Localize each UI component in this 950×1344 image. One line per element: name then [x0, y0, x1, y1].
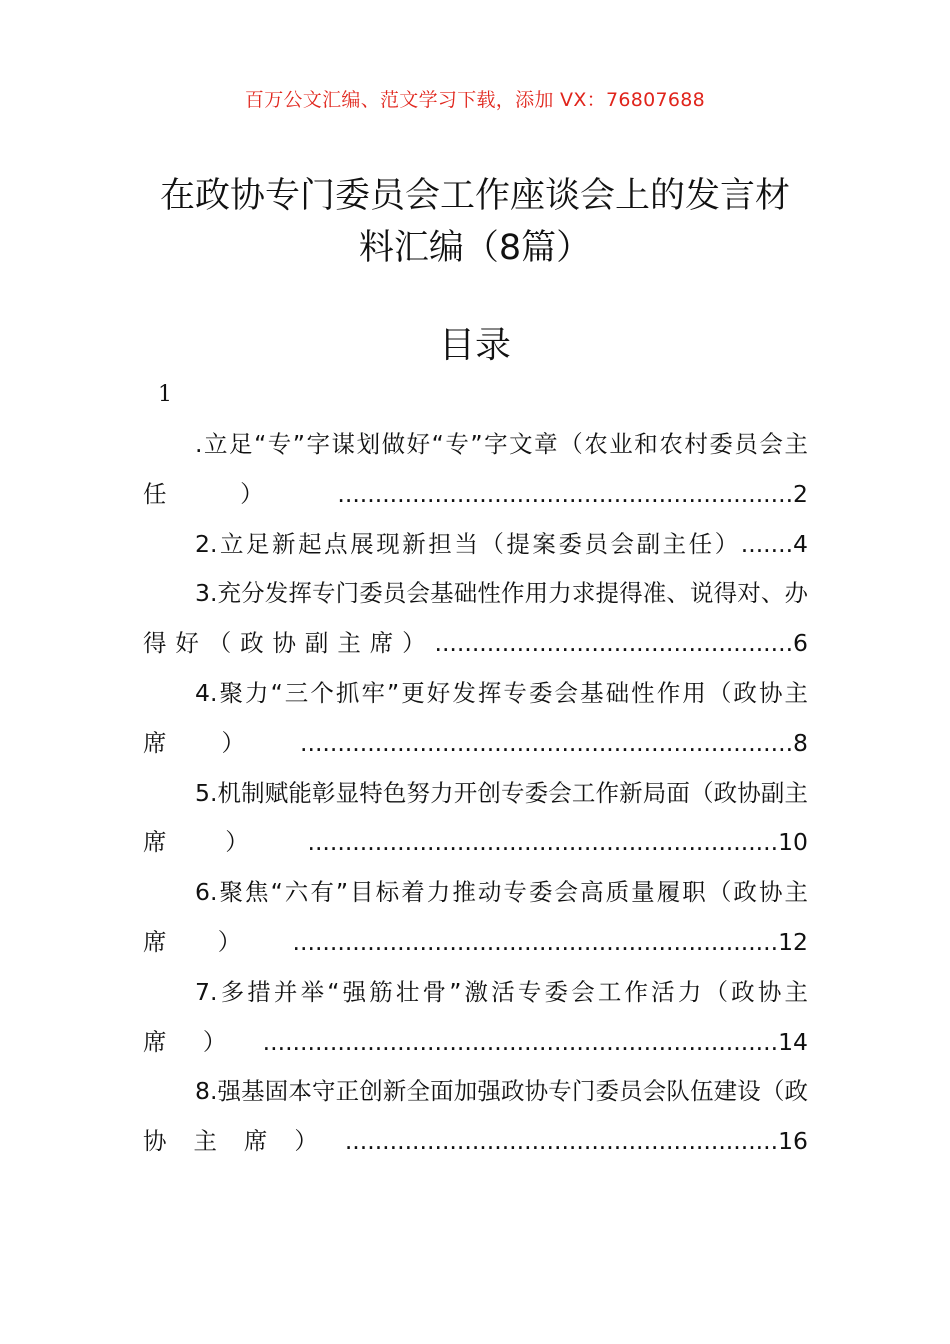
- toc-entry[interactable]: [143, 968, 808, 1068]
- toc-entry-leader: .....................................................................: [262, 1027, 779, 1056]
- toc-entry-page: 2: [793, 479, 808, 508]
- toc-entry-text: 8.强基固本守正创新全面加强政协专门委员会队伍建设（政协主席）: [143, 1077, 808, 1156]
- toc-entry[interactable]: [143, 868, 808, 968]
- toc-entry-page: 8: [793, 728, 808, 757]
- toc-entry-leader: ................................................: [434, 629, 794, 658]
- toc-entry-text: 2.立足新起点展现新担当（提案委员会副主任）: [195, 529, 741, 558]
- toc-list: [143, 420, 808, 1167]
- toc-entry-leader: ...............................................................: [307, 828, 779, 857]
- toc-entry-text: 3.充分发挥专门委员会基础性作用力求提得准、说得对、办得好（政协副主席）: [143, 579, 808, 658]
- toc-entry[interactable]: [143, 569, 808, 669]
- toc-entry-text: .立足“专”字谋划做好“专”字文章（农业和农村委员会主任）: [143, 430, 808, 508]
- toc-entry[interactable]: [143, 420, 808, 520]
- toc-entry-leader: .................................................................: [292, 927, 779, 956]
- toc-entry-leader: .......: [740, 529, 794, 558]
- toc-entry[interactable]: [143, 669, 808, 769]
- toc-entry-leader: ..................................................................: [300, 728, 794, 757]
- toc-entry-text: 6.聚焦“六有”目标着力推动专委会高质量履职（政协主席）: [143, 878, 808, 956]
- toc-entry[interactable]: [143, 520, 808, 570]
- toc-entry-page: 14: [778, 1027, 808, 1056]
- toc-entry[interactable]: [143, 769, 808, 869]
- toc-entry-page: 16: [778, 1127, 808, 1156]
- toc-entry-text: 7.多措并举“强筋壮骨”激活专委会工作活力（政协主席）: [143, 977, 808, 1056]
- toc-entry-page: 4: [793, 529, 808, 558]
- toc-entry-leader: ..........................................................: [344, 1127, 779, 1156]
- toc-entry-text: 5.机制赋能彰显特色努力开创专委会工作新局面（政协副主席）: [143, 778, 808, 857]
- header-ad-text: 百万公文汇编、范文学习下载，添加 VX：76807688: [244, 89, 706, 111]
- document-title-line-1: 在政协专门委员会工作座谈会上的发言材: [159, 176, 790, 216]
- toc-heading: 目录: [438, 325, 511, 366]
- toc-entry-text: 4.聚力“三个抓牢”更好发挥专委会基础性作用（政协主席）: [143, 678, 808, 757]
- toc-entry-page: 6: [793, 629, 808, 658]
- toc-entry-page: 10: [778, 828, 808, 857]
- toc-entry-leader: .............................................................: [337, 479, 794, 508]
- toc-entry[interactable]: [143, 1067, 808, 1167]
- toc-marker: 1: [158, 382, 172, 407]
- toc-entry-page: 12: [778, 927, 808, 956]
- document-title: [100, 170, 850, 274]
- document-title-line-2: 料汇编（8篇）: [358, 228, 592, 268]
